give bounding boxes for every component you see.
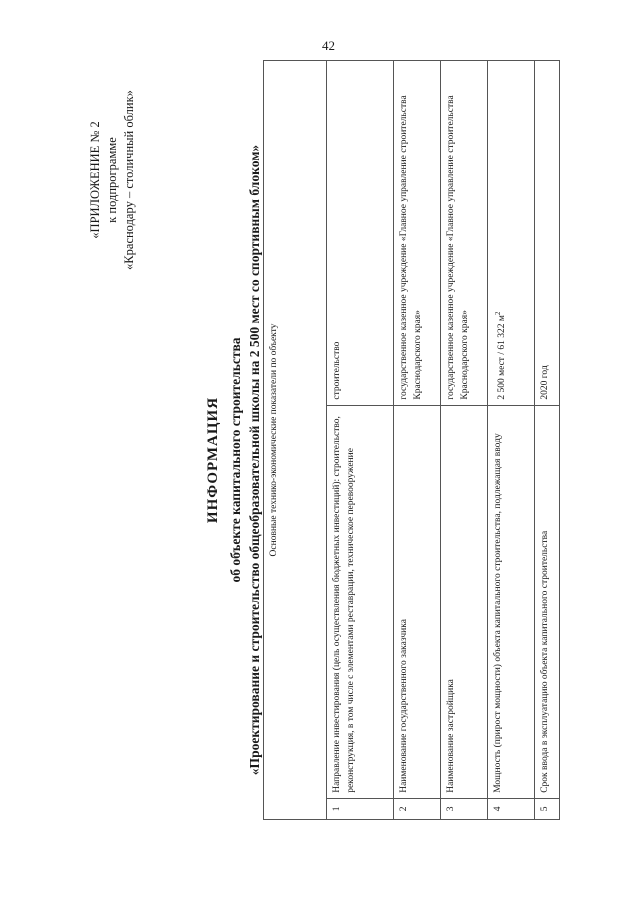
table-row [488,61,535,820]
page-number: 42 [322,38,335,53]
title-subheading: об объекте капитального строительства [228,337,243,583]
row-number: 5 [535,798,560,819]
table-row [394,61,441,820]
row-value: государственное казенное учреждение «Главное управление строительства Краснодарского края» [441,61,488,406]
row-value: 2020 год [535,61,560,406]
info-table [263,60,560,820]
row-value: государственное казенное учреждение «Главное управление строительства Краснодарского края» [394,61,441,406]
row-name: Мощность (прирост мощности) объекта капитального строительства, подлежащая вводу [488,405,535,798]
row-name: Наименование государственного заказчика [394,405,441,798]
appendix-line-1: «ПРИЛОЖЕНИЕ № 2 [88,121,102,239]
row-number: 3 [441,798,488,819]
table-header-row [264,61,327,820]
row-name: Наименование застройщика [441,405,488,798]
row-number: 2 [394,798,441,819]
title-heading: ИНФОРМАЦИЯ [205,396,221,524]
appendix-line-2: к подпрограмме [105,137,119,223]
row-value: строительство [327,61,394,406]
appendix-line-3: «Краснодару – столичный облик» [122,90,136,270]
row-number: 1 [327,798,394,819]
table-row [535,61,560,820]
document-title [205,60,264,860]
table-row [441,61,488,820]
row-name: Срок ввода в эксплуатацию объекта капитального строительства [535,405,560,798]
row-value [488,61,535,406]
row-name: Направление инвестирования (цель осуществления бюджетных инвестиций): строительство, реконструкция, в том числе с элементами реставрации, техническое перевооружение [327,405,394,798]
row-value-text: 2 500 мест / 61 322 м [497,315,508,400]
row-value-superscript: 2 [494,311,502,316]
table-row [327,61,394,820]
title-object: «Проектирование и строительство общеобразовательной школы на 2 500 мест со спортивным блоком» [247,144,262,776]
rotated-page-content [85,60,625,860]
appendix-block [87,60,138,300]
table-header: Основные технико-экономические показатели по объекту [264,61,327,820]
row-number: 4 [488,798,535,819]
